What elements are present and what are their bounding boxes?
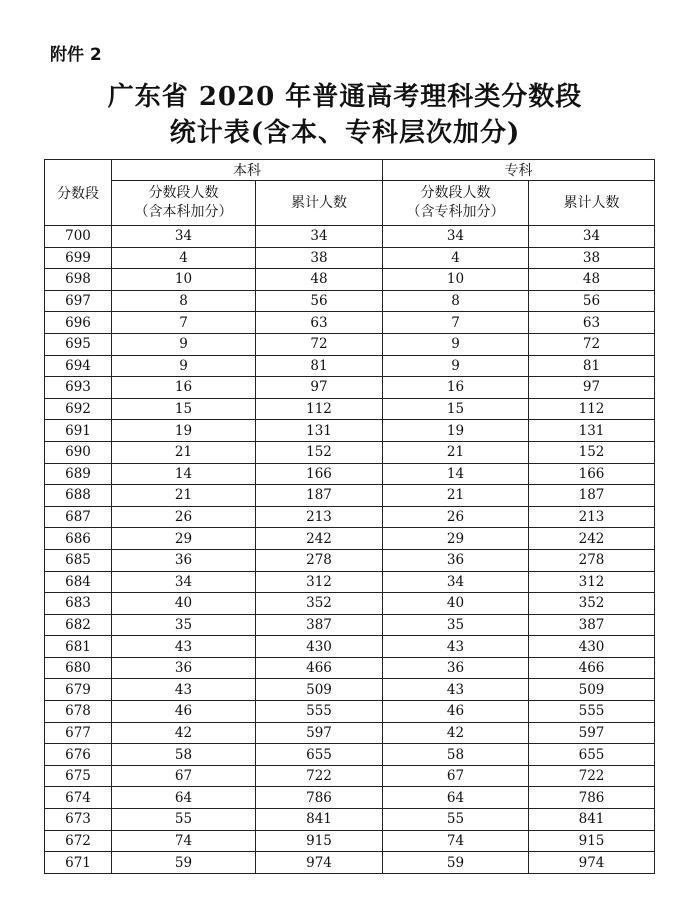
benke-cumulative-cell: 72 (256, 333, 383, 355)
benke-count-cell: 43 (112, 636, 256, 658)
zhuanke-count-cell: 67 (383, 765, 529, 787)
benke-cumulative-cell: 974 (256, 852, 383, 874)
zhuanke-count-cell: 42 (383, 722, 529, 744)
benke-count-cell: 34 (112, 571, 256, 593)
table-row (45, 398, 655, 420)
table-row (45, 506, 655, 528)
zhuanke-cumulative-cell: 213 (529, 506, 655, 528)
table-row (45, 852, 655, 874)
zhuanke-count-cell: 21 (383, 441, 529, 463)
table-row (45, 722, 655, 744)
benke-count-cell: 29 (112, 528, 256, 550)
zhuanke-count-cell: 15 (383, 398, 529, 420)
benke-cumulative-header: 累计人数 (256, 181, 383, 226)
benke-cumulative-cell: 387 (256, 614, 383, 636)
benke-count-cell: 67 (112, 765, 256, 787)
zhuanke-count-cell: 59 (383, 852, 529, 874)
benke-count-cell: 46 (112, 701, 256, 723)
zhuanke-cumulative-cell: 597 (529, 722, 655, 744)
benke-count-cell: 42 (112, 722, 256, 744)
score-column-header: 分数段 (45, 160, 112, 226)
benke-count-cell: 40 (112, 593, 256, 615)
score-cell: 687 (45, 506, 112, 528)
zhuanke-cumulative-cell: 786 (529, 787, 655, 809)
table-row (45, 377, 655, 399)
zhuanke-cumulative-cell: 187 (529, 485, 655, 507)
table-row (45, 765, 655, 787)
zhuanke-count-cell: 55 (383, 809, 529, 831)
zhuanke-count-cell: 74 (383, 830, 529, 852)
zhuanke-cumulative-cell: 722 (529, 765, 655, 787)
table-row (45, 226, 655, 248)
table-row (45, 441, 655, 463)
benke-cumulative-cell: 56 (256, 290, 383, 312)
table-row (45, 247, 655, 269)
table-row (45, 787, 655, 809)
benke-count-cell: 16 (112, 377, 256, 399)
zhuanke-cumulative-cell: 974 (529, 852, 655, 874)
score-distribution-table (44, 159, 655, 874)
score-cell: 689 (45, 463, 112, 485)
score-cell: 675 (45, 765, 112, 787)
benke-cumulative-cell: 48 (256, 269, 383, 291)
zhuanke-count-cell: 8 (383, 290, 529, 312)
table-row (45, 269, 655, 291)
zhuanke-count-header-line1: 分数段人数 (420, 185, 491, 201)
zhuanke-cumulative-cell: 466 (529, 657, 655, 679)
score-cell: 698 (45, 269, 112, 291)
zhuanke-count-cell: 64 (383, 787, 529, 809)
table-row (45, 463, 655, 485)
header-row-columns (45, 181, 655, 226)
zhuanke-count-cell: 21 (383, 485, 529, 507)
zhuanke-cumulative-cell: 63 (529, 312, 655, 334)
score-cell: 677 (45, 722, 112, 744)
benke-count-cell: 15 (112, 398, 256, 420)
benke-count-cell: 55 (112, 809, 256, 831)
benke-count-cell: 59 (112, 852, 256, 874)
zhuanke-count-cell: 10 (383, 269, 529, 291)
score-cell: 674 (45, 787, 112, 809)
table-row (45, 333, 655, 355)
zhuanke-count-header-line2: （含专科加分） (406, 204, 505, 220)
zhuanke-cumulative-cell: 387 (529, 614, 655, 636)
zhuanke-count-cell: 4 (383, 247, 529, 269)
zhuanke-cumulative-cell: 915 (529, 830, 655, 852)
benke-count-header (112, 181, 256, 226)
zhuanke-count-cell: 34 (383, 226, 529, 248)
benke-cumulative-cell: 841 (256, 809, 383, 831)
zhuanke-count-cell: 19 (383, 420, 529, 442)
table-row (45, 636, 655, 658)
zhuanke-count-cell: 36 (383, 657, 529, 679)
benke-count-cell: 21 (112, 485, 256, 507)
table-row (45, 528, 655, 550)
zhuanke-count-cell: 9 (383, 355, 529, 377)
zhuanke-count-cell: 34 (383, 571, 529, 593)
score-cell: 695 (45, 333, 112, 355)
zhuanke-group-header: 专科 (383, 160, 655, 181)
zhuanke-count-cell: 46 (383, 701, 529, 723)
table-row (45, 355, 655, 377)
score-cell: 684 (45, 571, 112, 593)
table-row (45, 679, 655, 701)
score-cell: 672 (45, 830, 112, 852)
zhuanke-count-header (383, 181, 529, 226)
benke-count-cell: 35 (112, 614, 256, 636)
table-row (45, 744, 655, 766)
zhuanke-count-cell: 7 (383, 312, 529, 334)
table-row (45, 312, 655, 334)
score-cell: 688 (45, 485, 112, 507)
score-cell: 679 (45, 679, 112, 701)
zhuanke-count-cell: 40 (383, 593, 529, 615)
benke-cumulative-cell: 655 (256, 744, 383, 766)
attachment-label: 附件 2 (50, 45, 102, 65)
benke-count-cell: 7 (112, 312, 256, 334)
benke-cumulative-cell: 187 (256, 485, 383, 507)
table-row (45, 290, 655, 312)
benke-count-cell: 4 (112, 247, 256, 269)
zhuanke-cumulative-header: 累计人数 (529, 181, 655, 226)
score-cell: 693 (45, 377, 112, 399)
benke-cumulative-cell: 722 (256, 765, 383, 787)
zhuanke-cumulative-cell: 278 (529, 549, 655, 571)
benke-cumulative-cell: 152 (256, 441, 383, 463)
benke-cumulative-cell: 466 (256, 657, 383, 679)
benke-cumulative-cell: 34 (256, 226, 383, 248)
table-row (45, 549, 655, 571)
score-cell: 694 (45, 355, 112, 377)
score-cell: 678 (45, 701, 112, 723)
score-cell: 681 (45, 636, 112, 658)
score-cell: 676 (45, 744, 112, 766)
score-cell: 692 (45, 398, 112, 420)
document-title-line-2: 统计表(含本、专科层次加分) (169, 118, 521, 148)
document-title-line-1: 广东省 2020 年普通高考理科类分数段 (107, 82, 583, 112)
benke-cumulative-cell: 112 (256, 398, 383, 420)
table-row (45, 701, 655, 723)
score-cell: 686 (45, 528, 112, 550)
benke-count-header-line1: 分数段人数 (148, 185, 219, 201)
benke-cumulative-cell: 555 (256, 701, 383, 723)
benke-count-cell: 21 (112, 441, 256, 463)
zhuanke-cumulative-cell: 152 (529, 441, 655, 463)
zhuanke-cumulative-cell: 555 (529, 701, 655, 723)
score-cell: 685 (45, 549, 112, 571)
score-cell: 690 (45, 441, 112, 463)
benke-count-cell: 58 (112, 744, 256, 766)
score-cell: 700 (45, 226, 112, 248)
zhuanke-cumulative-cell: 97 (529, 377, 655, 399)
zhuanke-count-cell: 29 (383, 528, 529, 550)
zhuanke-cumulative-cell: 242 (529, 528, 655, 550)
benke-cumulative-cell: 63 (256, 312, 383, 334)
score-cell: 683 (45, 593, 112, 615)
benke-cumulative-cell: 131 (256, 420, 383, 442)
table-row (45, 485, 655, 507)
zhuanke-cumulative-cell: 312 (529, 571, 655, 593)
zhuanke-cumulative-cell: 655 (529, 744, 655, 766)
zhuanke-count-cell: 26 (383, 506, 529, 528)
score-cell: 697 (45, 290, 112, 312)
zhuanke-cumulative-cell: 430 (529, 636, 655, 658)
zhuanke-cumulative-cell: 81 (529, 355, 655, 377)
benke-cumulative-cell: 81 (256, 355, 383, 377)
benke-cumulative-cell: 915 (256, 830, 383, 852)
benke-count-cell: 34 (112, 226, 256, 248)
benke-count-cell: 26 (112, 506, 256, 528)
zhuanke-cumulative-cell: 38 (529, 247, 655, 269)
benke-count-cell: 19 (112, 420, 256, 442)
benke-count-cell: 10 (112, 269, 256, 291)
benke-count-cell: 14 (112, 463, 256, 485)
zhuanke-cumulative-cell: 72 (529, 333, 655, 355)
zhuanke-cumulative-cell: 56 (529, 290, 655, 312)
score-cell: 671 (45, 852, 112, 874)
score-cell: 691 (45, 420, 112, 442)
score-cell: 696 (45, 312, 112, 334)
benke-count-cell: 36 (112, 657, 256, 679)
benke-cumulative-cell: 312 (256, 571, 383, 593)
benke-count-cell: 43 (112, 679, 256, 701)
benke-count-cell: 9 (112, 355, 256, 377)
zhuanke-cumulative-cell: 131 (529, 420, 655, 442)
zhuanke-count-cell: 36 (383, 549, 529, 571)
table-row (45, 657, 655, 679)
benke-cumulative-cell: 597 (256, 722, 383, 744)
zhuanke-cumulative-cell: 841 (529, 809, 655, 831)
zhuanke-count-cell: 14 (383, 463, 529, 485)
score-cell: 682 (45, 614, 112, 636)
zhuanke-cumulative-cell: 352 (529, 593, 655, 615)
zhuanke-cumulative-cell: 166 (529, 463, 655, 485)
benke-cumulative-cell: 352 (256, 593, 383, 615)
benke-cumulative-cell: 509 (256, 679, 383, 701)
benke-group-header: 本科 (112, 160, 383, 181)
zhuanke-cumulative-cell: 34 (529, 226, 655, 248)
zhuanke-count-cell: 43 (383, 679, 529, 701)
benke-count-cell: 64 (112, 787, 256, 809)
table-row (45, 614, 655, 636)
zhuanke-count-cell: 9 (383, 333, 529, 355)
table-body (45, 226, 655, 874)
benke-cumulative-cell: 166 (256, 463, 383, 485)
table-row (45, 593, 655, 615)
score-cell: 699 (45, 247, 112, 269)
zhuanke-cumulative-cell: 509 (529, 679, 655, 701)
table-header (45, 160, 655, 226)
benke-count-cell: 8 (112, 290, 256, 312)
benke-count-cell: 36 (112, 549, 256, 571)
benke-cumulative-cell: 38 (256, 247, 383, 269)
benke-count-header-line2: （含本科加分） (134, 204, 233, 220)
score-cell: 673 (45, 809, 112, 831)
benke-cumulative-cell: 786 (256, 787, 383, 809)
table-row (45, 830, 655, 852)
zhuanke-count-cell: 35 (383, 614, 529, 636)
table-row (45, 809, 655, 831)
table-row (45, 571, 655, 593)
table-row (45, 420, 655, 442)
header-row-groups (45, 160, 655, 181)
benke-cumulative-cell: 97 (256, 377, 383, 399)
score-cell: 680 (45, 657, 112, 679)
zhuanke-count-cell: 43 (383, 636, 529, 658)
zhuanke-count-cell: 16 (383, 377, 529, 399)
zhuanke-count-cell: 58 (383, 744, 529, 766)
benke-cumulative-cell: 430 (256, 636, 383, 658)
benke-cumulative-cell: 278 (256, 549, 383, 571)
benke-cumulative-cell: 242 (256, 528, 383, 550)
zhuanke-cumulative-cell: 48 (529, 269, 655, 291)
zhuanke-cumulative-cell: 112 (529, 398, 655, 420)
benke-cumulative-cell: 213 (256, 506, 383, 528)
benke-count-cell: 9 (112, 333, 256, 355)
benke-count-cell: 74 (112, 830, 256, 852)
